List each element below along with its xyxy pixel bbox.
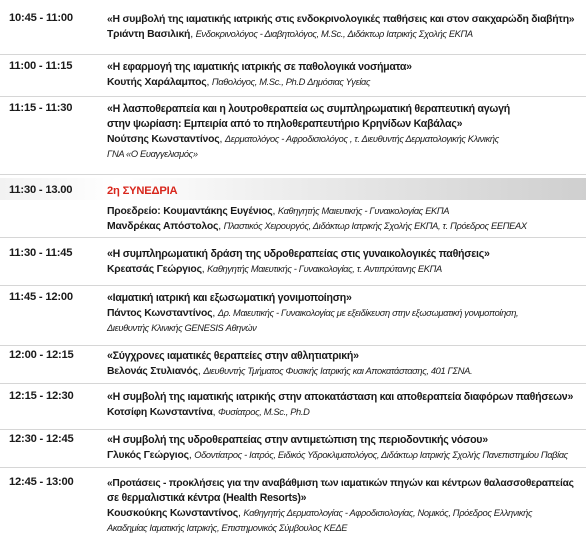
talk-title-line2: σε θερμαλιστικά κέντρα (Health Resorts)» [107, 492, 307, 504]
talk-content [107, 291, 580, 336]
speaker: Κρεατσάς Γεώργιος, Καθηγητής Μαιευτικής - Γυναικολογίας, τ. Αντιπρύτανης ΕΚΠΑ [107, 264, 442, 275]
speaker-affiliation-line2: Διευθυντής Κλινικής GENESIS Αθηνών [107, 323, 257, 333]
chair-name: Κουμαντάκης Ευγένιος [163, 206, 273, 217]
talk-title: «Ιαματική ιατρική και εξωσωματική γονιμοποίηση» [107, 292, 352, 304]
speaker: Πάντος Κωνσταντίνος, Δρ. Μαιευτικής - Γυναικολογίας με εξειδίκευση στην εξωσωματική γονιμοποίηση, [107, 308, 519, 319]
talk-content [107, 102, 580, 162]
program-row [0, 97, 586, 175]
program-row [0, 55, 586, 97]
speaker-affiliation-line2: ΓΝΑ «Ο Ευαγγελισμός» [107, 149, 198, 159]
program-row [0, 286, 586, 346]
speaker-name: Νούτσης Κωνσταντίνος [107, 134, 220, 145]
chair-name: Μανδρέκας Απόστολος [107, 221, 219, 232]
speaker: Νούτσης Κωνσταντίνος, Δερματολόγος - Αφροδισιολόγος , τ. Διευθυντής Δερματολογικής Κλινικής [107, 134, 499, 145]
talk-content [107, 433, 580, 463]
talk-title: «Η συμβολή της ιαματικής ιατρικής στις ενδοκρινολογικές παθήσεις και στον σακχαρώδη διαβήτη» [107, 14, 575, 25]
talk-title: «Προτάσεις - προκλήσεις για την αναβάθμιση των ιαματικών πηγών και κέντρων θαλασσοθεραπείας [107, 478, 574, 489]
time-slot: 10:45 - 11:00 [9, 12, 73, 24]
speaker: Κουσκούκης Κωνσταντίνος, Καθηγητής Δερματολογίας - Αφροδισιολογίας, Νομικός, Πρόεδρος Ελληνικής [107, 508, 533, 519]
speaker-name: Κοτσίφη Κωνσταντίνα [107, 407, 213, 418]
chair-label: Προεδρείο: [107, 206, 161, 217]
program-row [0, 0, 586, 55]
talk-title: «Η συμβολή της ιαματικής ιατρικής στην αποκατάσταση και αποθεραπεία διαφόρων παθήσεων» [107, 391, 574, 403]
time-slot: 11:00 - 11:15 [9, 60, 73, 72]
session-block [0, 175, 586, 238]
speaker-affiliation: Οδοντίατρος - Ιατρός, Ειδικός Υδροκλιματολόγος, Διδάκτωρ Ιατρικής Σχολής Πανεπιστημίου Παβίας [194, 450, 568, 460]
speaker: Γλυκός Γεώργιος, Οδοντίατρος - Ιατρός, Ειδικός Υδροκλιματολόγος, Διδάκτωρ Ιατρικής Σχολής Πανεπιστημίου Παβίας [107, 450, 568, 461]
speaker-name: Πάντος Κωνσταντίνος [107, 308, 213, 319]
speaker: Κουτής Χαράλαμπος, Παθολόγος, M.Sc., Ph.D Δημόσιας Υγείας [107, 77, 371, 88]
talk-title: «Η εφαρμογή της ιαματικής ιατρικής σε παθολογικά νοσήματα» [107, 61, 412, 73]
speaker-affiliation: Δερματολόγος - Αφροδισιολόγος , τ. Διευθυντής Δερματολογικής Κλινικής [224, 134, 499, 144]
talk-content [107, 60, 580, 90]
time-slot: 11:30 - 11:45 [9, 247, 73, 259]
talk-content [107, 12, 580, 42]
talk-content [107, 476, 580, 536]
chair-affiliation: Πλαστικός Χειρουργός, Διδάκτωρ Ιατρικής Σχολής ΕΚΠΑ, τ. Πρόεδρος ΕΕΠΕΑΧ [223, 221, 527, 231]
speaker-name: Κουτής Χαράλαμπος [107, 77, 207, 88]
speaker-affiliation-line2: Ακαδημίας Ιαματικής Ιατρικής, Επιστημονικός Σύμβουλος ΚΕΔΕ [107, 523, 348, 533]
session-title: 2η ΣΥΝΕΔΡΙΑ [107, 185, 178, 197]
talk-content [107, 247, 580, 277]
talk-title-line2: στην ψωρίαση: Εμπειρία από το πηλοθεραπευτήριο Κρηνίδων Καβάλας» [107, 118, 463, 130]
chair-affiliation: Καθηγητής Μαιευτικής - Γυναικολογίας ΕΚΠΑ [277, 206, 450, 216]
time-slot: 11:45 - 12:00 [9, 291, 73, 303]
speaker-name: Βελονάς Στυλιανός [107, 366, 198, 377]
speaker-name: Κρεατσάς Γεώργιος [107, 264, 202, 275]
chair: Μανδρέκας Απόστολος, Πλαστικός Χειρουργός, Διδάκτωρ Ιατρικής Σχολής ΕΚΠΑ, τ. Πρόεδρος ΕΕΠΕΑΧ [107, 221, 527, 232]
speaker-name: Τριάντη Βασιλική [107, 29, 191, 40]
speaker-affiliation: Δρ. Μαιευτικής - Γυναικολογίας με εξειδίκευση στην εξωσωματική γονιμοποίηση, [217, 308, 519, 318]
speaker-name: Γλυκός Γεώργιος [107, 450, 189, 461]
speaker-affiliation: Καθηγητής Δερματολογίας - Αφροδισιολογίας, Νομικός, Πρόεδρος Ελληνικής [243, 508, 533, 518]
talk-title: «Η λασποθεραπεία και η λουτροθεραπεία ως συμπληρωματική θεραπευτική αγωγή [107, 103, 510, 115]
speaker-name: Κουσκούκης Κωνσταντίνος [107, 508, 238, 519]
talk-title: «Σύγχρονες ιαματικές θεραπείες στην αθλητιατρική» [107, 350, 359, 362]
program-row [0, 346, 586, 384]
talk-title: «Η συμπληρωματική δράση της υδροθεραπείας στις γυναικολογικές παθήσεις» [107, 248, 490, 260]
time-slot: 12:30 - 12:45 [9, 433, 74, 445]
chair: Προεδρείο: Κουμαντάκης Ευγένιος, Καθηγητής Μαιευτικής - Γυναικολογίας ΕΚΠΑ [107, 206, 450, 217]
program-row [0, 238, 586, 286]
speaker: Βελονάς Στυλιανός, Διευθυντής Τμήματος Φυσικής Ιατρικής και Αποκατάστασης, 401 ΓΣΝΑ. [107, 366, 473, 377]
talk-title: «Η συμβολή της υδροθεραπείας στην αντιμετώπιση της περιοδοντικής νόσου» [107, 434, 488, 446]
speaker-affiliation: Φυσίατρος, M.Sc., Ph.D [218, 407, 310, 417]
speaker-affiliation: Διευθυντής Τμήματος Φυσικής Ιατρικής και Αποκατάστασης, 401 ΓΣΝΑ. [203, 366, 473, 376]
program-row [0, 468, 586, 543]
speaker-affiliation: Ενδοκρινολόγος - Διαβητολόγος, M.Sc., Διδάκτωρ Ιατρικής Σχολής ΕΚΠΑ [195, 29, 473, 39]
speaker-affiliation: Παθολόγος, M.Sc., Ph.D Δημόσιας Υγείας [211, 77, 371, 87]
time-slot: 12:00 - 12:15 [9, 349, 74, 361]
program-row [0, 430, 586, 468]
speaker-affiliation: Καθηγητής Μαιευτικής - Γυναικολογίας, τ. Αντιπρύτανης ΕΚΠΑ [207, 264, 442, 274]
session-time: 11:30 - 13.00 [9, 184, 73, 196]
speaker: Κοτσίφη Κωνσταντίνα, Φυσίατρος, M.Sc., Ph.D [107, 407, 310, 418]
time-slot: 11:15 - 11:30 [9, 102, 73, 114]
talk-content [107, 390, 580, 420]
talk-content [107, 349, 580, 379]
time-slot: 12:15 - 12:30 [9, 390, 74, 402]
program-row [0, 384, 586, 430]
time-slot: 12:45 - 13:00 [9, 476, 74, 488]
speaker: Τριάντη Βασιλική, Ενδοκρινολόγος - Διαβητολόγος, M.Sc., Διδάκτωρ Ιατρικής Σχολής ΕΚΠΑ [107, 29, 473, 40]
session-content [107, 184, 580, 234]
